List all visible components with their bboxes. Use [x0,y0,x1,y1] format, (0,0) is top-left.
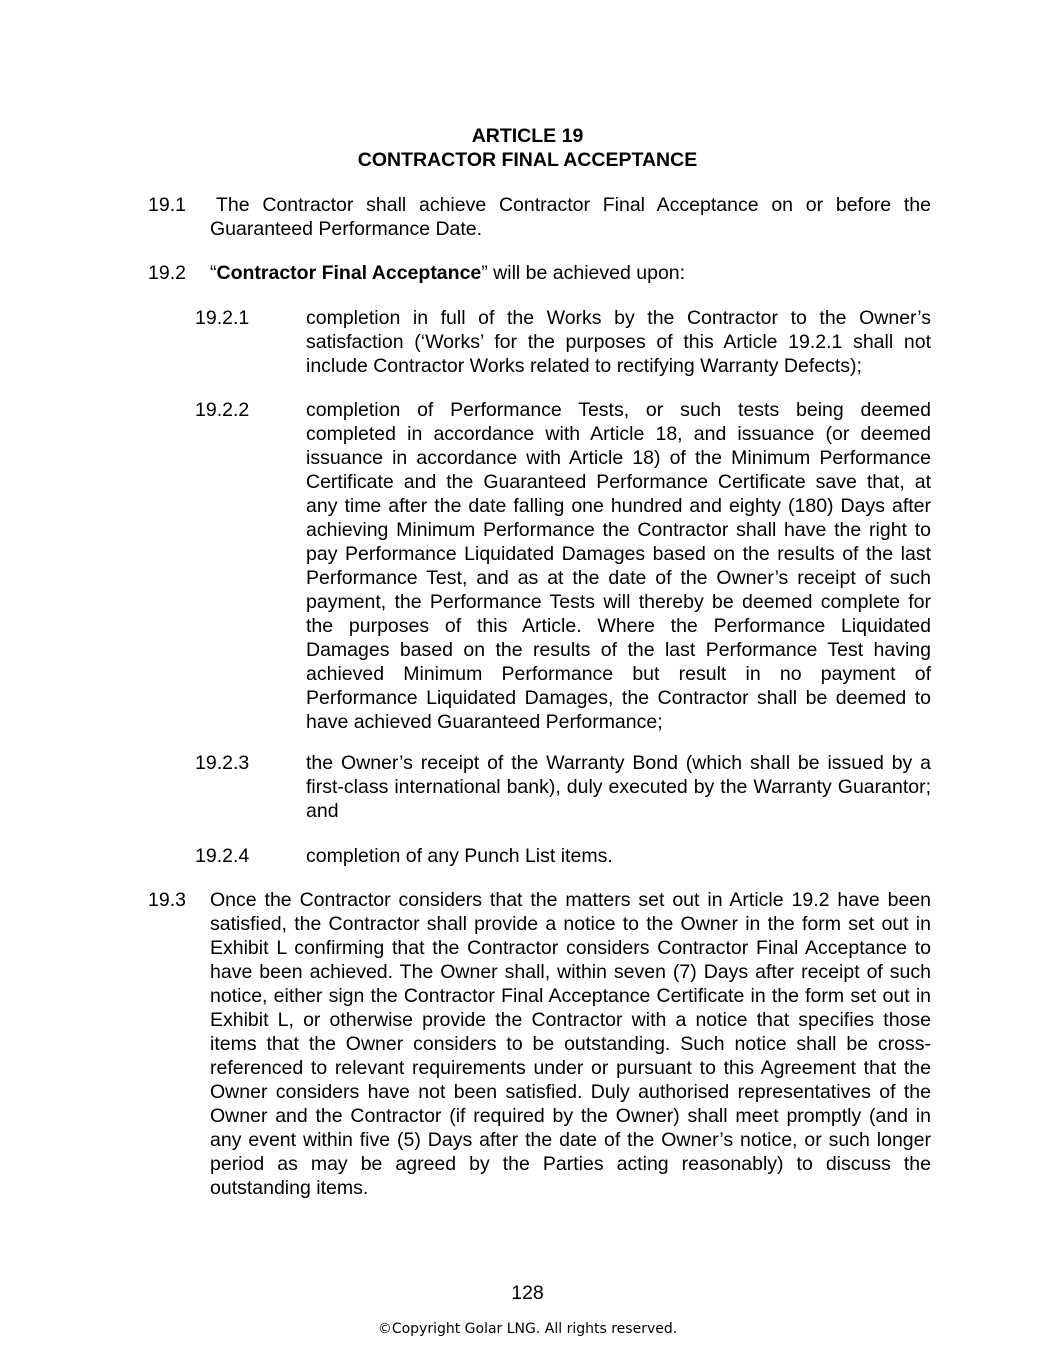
clause-19-3-number: 19.3 [148,889,186,911]
clause-19-1-body: The Contractor shall achieve Contractor Final Acceptance on or before the Guaranteed Performance Date. [210,194,931,240]
article-number: ARTICLE 19 [471,125,584,147]
clause-19-2-3-text: the Owner’s receipt of the Warranty Bond (which shall be issued by a first-class international bank), duly executed by the Warranty Guarantor; and [306,752,931,822]
page-number: 128 [511,1282,544,1304]
clause-19-2-open-quote: “ [210,262,217,284]
copyright-notice: ©Copyright Golar LNG. All rights reserved. [377,1321,678,1337]
clause-19-2-text [210,261,931,285]
clause-19-2-3-number: 19.2.3 [195,752,250,774]
clause-19-3-text: Once the Contractor considers that the matters set out in Article 19.2 have been satisfied, the Contractor shall provide a notice to the Owner in the form set out in Exhibit L confirming that the Contractor considers Contractor Final Acceptance to have been achieved. The Owner shall, within seven (7) Days after receipt of such notice, either sign the Contractor Final Acceptance Certificate in the form set out in Exhibit L, or otherwise provide the Contractor with a notice that specifies those items that the Owner considers to be outstanding. Such notice shall be cross-referenced to relevant requirements under or pursuant to this Agreement that the Owner considers have not been satisfied. Duly authorised representatives of the Owner and the Contractor (if required by the Owner) shall meet promptly (and in any event within five (5) Days after the date of the Owner’s notice, or such longer period as may be agreed by the Parties acting reasonably) to discuss the outstanding items. [210,889,931,1199]
clause-19-1-text [210,193,931,241]
clause-19-2-2-text: completion of Performance Tests, or such tests being deemed completed in accordance with Article 18, and issuance (or deemed issuance in accordance with Article 18) of the Minimum Performance Certificate and the Guaranteed Performance Certificate save that, at any time after the date falling one hundred and eighty (180) Days after achieving Minimum Performance the Contractor shall have the right to pay Performance Liquidated Damages based on the results of the last Performance Test, and as at the date of the Owner’s receipt of such payment, the Performance Tests will thereby be deemed complete for the purposes of this Article. Where the Performance Liquidated Damages based on the results of the last Performance Test having achieved Minimum Performance but result in no payment of Performance Liquidated Damages, the Contractor shall be deemed to have achieved Guaranteed Performance; [306,399,931,733]
clause-19-2-4-number: 19.2.4 [195,845,250,867]
clause-19-1-number: 19.1 [148,194,186,216]
clause-19-2-1-text: completion in full of the Works by the Contractor to the Owner’s satisfaction (‘Works’ for the purposes of this Article 19.2.1 shall not include Contractor Works related to rectifying Warranty Defects); [306,307,931,377]
clause-19-2-2-number: 19.2.2 [195,399,250,421]
clause-19-2-number: 19.2 [148,262,186,284]
article-title: CONTRACTOR FINAL ACCEPTANCE [357,149,698,171]
clause-19-2-4-text: completion of any Punch List items. [306,845,613,867]
clause-19-2-defined-term: Contractor Final Acceptance [216,262,482,284]
clause-19-2-rest: ” will be achieved upon: [481,262,686,284]
article-heading [0,124,1055,172]
clause-19-2-1-number: 19.2.1 [195,307,250,329]
